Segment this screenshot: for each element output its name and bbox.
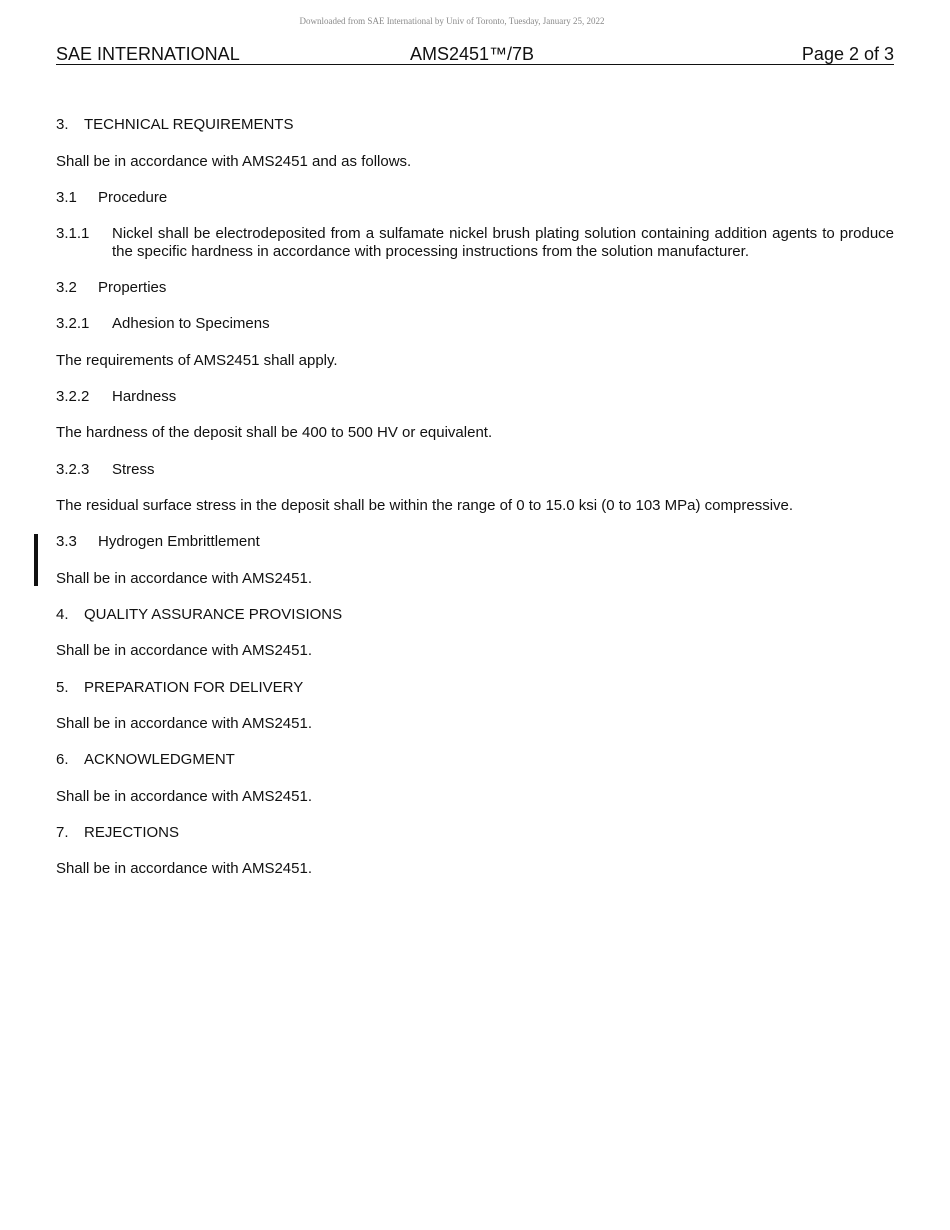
section-title: Stress [112, 461, 155, 478]
section-3-2-1-heading [56, 315, 894, 333]
section-title: Adhesion to Specimens [112, 315, 270, 332]
section-number: 5. [56, 679, 69, 696]
section-number: 3. [56, 116, 69, 133]
section-5-body: Shall be in accordance with AMS2451. [56, 715, 312, 732]
section-title: Hydrogen Embrittlement [98, 533, 260, 550]
header-page-number: Page 2 of 3 [801, 44, 894, 64]
header-organization: SAE INTERNATIONAL [56, 44, 240, 64]
section-number: 4. [56, 606, 69, 623]
section-3-3-heading [56, 533, 894, 551]
paragraph-text: Nickel shall be electrodeposited from a sulfamate nickel brush plating solution containing addition agents to produce the specific hardness in accordance with processing instructions from the solution manufacturer. [112, 225, 894, 260]
section-number: 3.1.1 [56, 225, 90, 242]
section-3-1-heading [56, 189, 894, 207]
section-number: 3.2.3 [56, 461, 90, 478]
section-title: ACKNOWLEDGMENT [84, 751, 235, 768]
section-title: TECHNICAL REQUIREMENTS [84, 116, 294, 133]
section-title: REJECTIONS [84, 824, 180, 841]
section-3-2-3-body: The residual surface stress in the deposit shall be within the range of 0 to 15.0 ksi (0 to 103 MPa) compressive. [56, 497, 794, 514]
section-3-body: Shall be in accordance with AMS2451 and as follows. [56, 153, 412, 170]
section-number: 3.3 [56, 533, 77, 550]
section-4-heading [56, 606, 894, 624]
section-5-heading [56, 679, 894, 697]
section-3-2-3-heading [56, 461, 894, 479]
section-6-body: Shall be in accordance with AMS2451. [56, 788, 312, 805]
section-7-body: Shall be in accordance with AMS2451. [56, 860, 312, 877]
section-3-2-heading [56, 279, 894, 297]
section-number: 3.2 [56, 279, 77, 296]
page-header [56, 44, 894, 65]
section-3-3-body: Shall be in accordance with AMS2451. [56, 570, 312, 587]
section-title: QUALITY ASSURANCE PROVISIONS [84, 606, 343, 623]
section-title: Properties [98, 279, 167, 296]
section-3-2-1-body: The requirements of AMS2451 shall apply. [56, 352, 338, 369]
download-watermark: Downloaded from SAE International by Univ of Toronto, Tuesday, January 25, 2022 [299, 16, 605, 26]
section-number: 7. [56, 824, 69, 841]
section-3-heading [56, 116, 894, 134]
section-title: Procedure [98, 189, 168, 206]
section-6-heading [56, 751, 894, 769]
section-3-1-1-paragraph [56, 225, 894, 261]
section-3-2-2-body: The hardness of the deposit shall be 400 to 500 HV or equivalent. [56, 424, 493, 441]
section-7-heading [56, 824, 894, 842]
section-number: 3.1 [56, 189, 77, 206]
section-title: PREPARATION FOR DELIVERY [84, 679, 304, 696]
section-3-2-2-heading [56, 388, 894, 406]
section-title: Hardness [112, 388, 177, 405]
section-number: 6. [56, 751, 69, 768]
section-number: 3.2.1 [56, 315, 90, 332]
header-document-id: AMS2451™/7B [410, 44, 535, 64]
section-number: 3.2.2 [56, 388, 90, 405]
revision-change-bar [34, 534, 38, 586]
section-4-body: Shall be in accordance with AMS2451. [56, 642, 312, 659]
